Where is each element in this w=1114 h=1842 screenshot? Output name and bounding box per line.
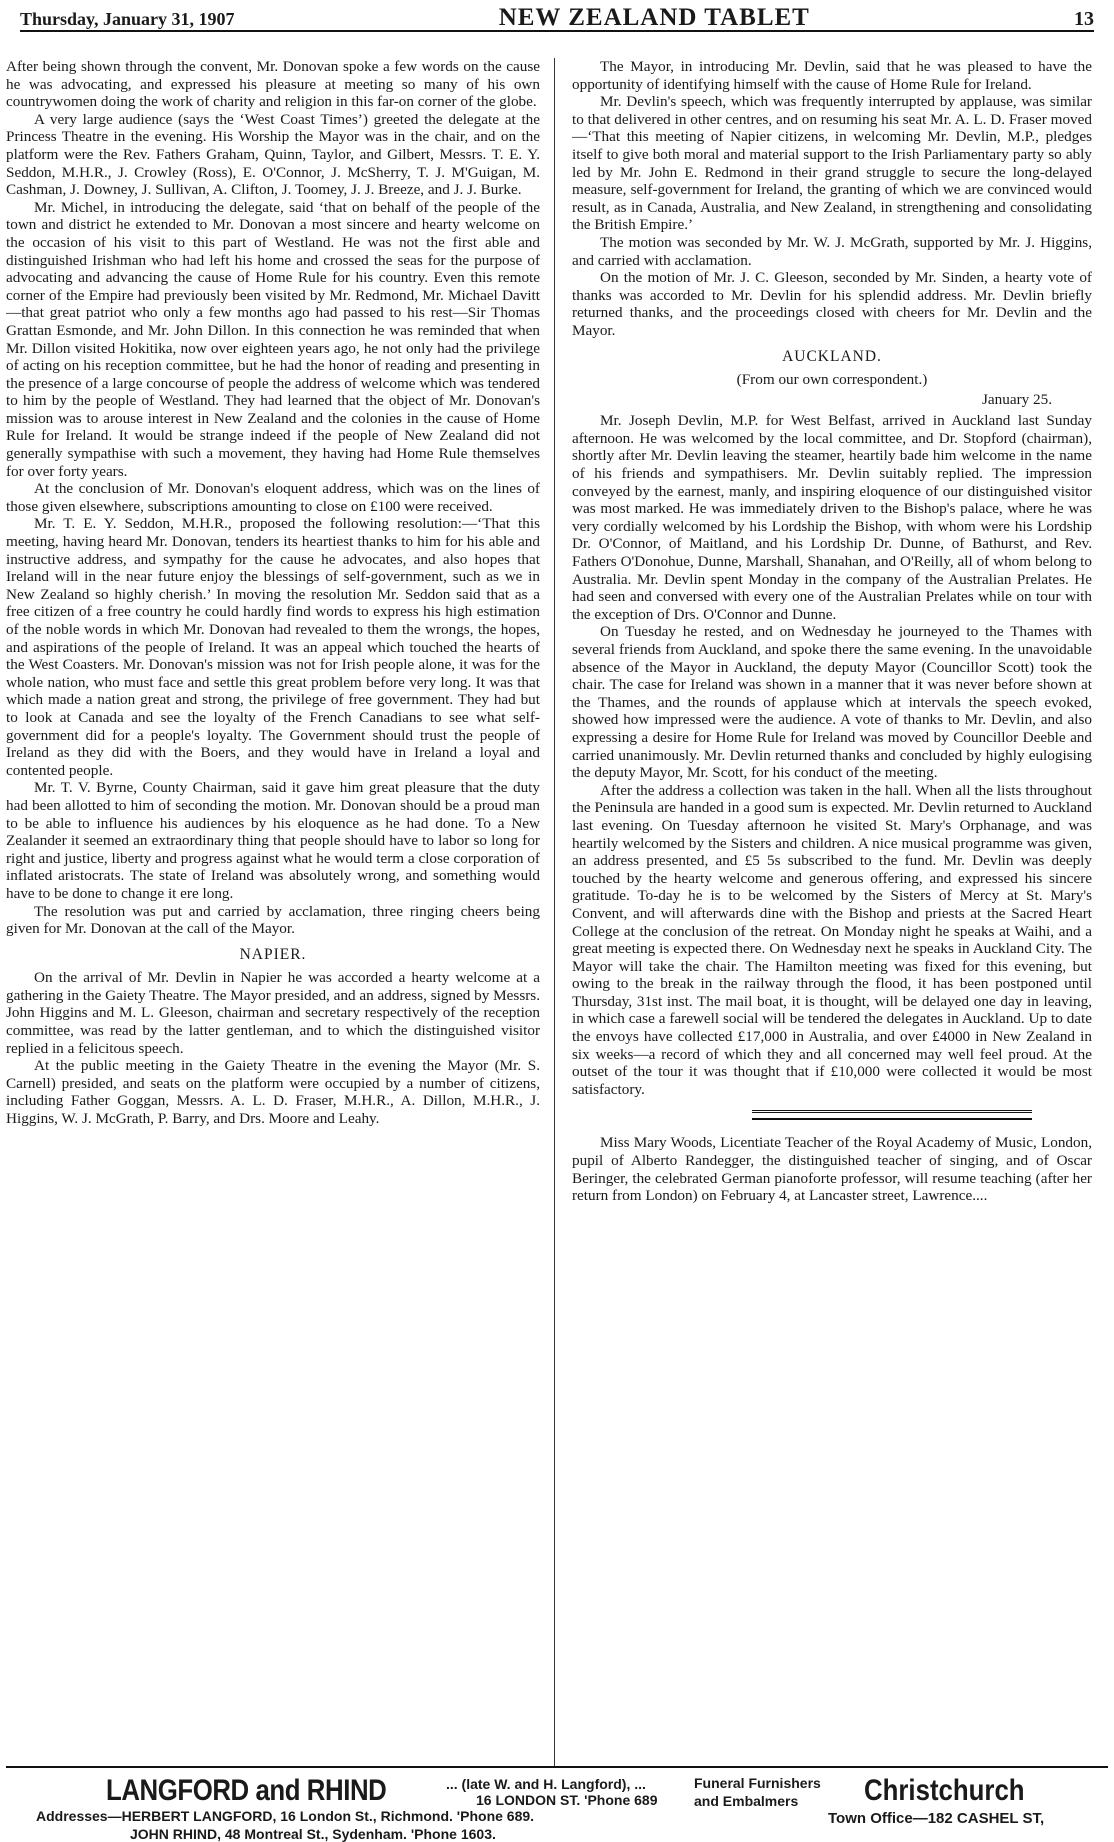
newspaper-title: NEW ZEALAND TABLET	[498, 4, 810, 31]
article-paragraph: On Tuesday he rested, and on Wednesday he journeyed to the Thames with several friends from Auckland, and spoke there the same evening. In the unavoidable absence of the Mayor in Auckland, the deputy Mayor (Councillor Scott) took the chair. The case for Ireland was shown in a manner that it was never before shown at the Thames, and the rounds of applause which at intervals the speech evoked, showed how impressed were the audience. A vote of thanks to Mr. Devlin, and also expressing a desire for Home Rule for Ireland was moved by Councillor Deeble and carried unanimously. Mr. Devlin returned thanks and concluded by highly eulogising the deputy Mayor, Mr. Scott, for his conduct of the meeting.	[572, 623, 1092, 782]
article-paragraph: After being shown through the convent, Mr. Donovan spoke a few words on the cause he was advocating, and expressed his pleasure at meeting so many of his own countrywomen doing the work of charity and religion in this far-on corner of the globe.	[6, 58, 540, 111]
ad-city: Christchurch	[864, 1774, 1025, 1807]
article-paragraph: At the conclusion of Mr. Donovan's eloquent address, which was on the lines of those given elsewhere, subscriptions amounting to close on £100 were received.	[6, 480, 540, 515]
article-paragraph: On the motion of Mr. J. C. Gleeson, seconded by Mr. Sinden, a hearty vote of thanks was accorded to Mr. Devlin for his splendid address. Mr. Devlin briefly returned thanks, and the proceedings closed with cheers for Mr. Devlin and the Mayor.	[572, 269, 1092, 339]
ad-services	[694, 1774, 821, 1810]
article-paragraph: The resolution was put and carried by acclamation, three ringing cheers being given for Mr. Donovan at the call of the Mayor.	[6, 902, 540, 938]
right-column	[572, 58, 1092, 1758]
ad-town-office: Town Office—182 CASHEL ST,	[828, 1810, 1045, 1827]
page-number: 13	[1073, 8, 1094, 30]
section-heading-napier: NAPIER.	[239, 945, 307, 963]
section-heading-auckland: AUCKLAND.	[782, 347, 882, 365]
ad-formerly: ... (late W. and H. Langford), ...	[446, 1776, 646, 1792]
column-divider	[554, 58, 555, 1766]
ad-address-line: Addresses—HERBERT LANGFORD, 16 London St., Richmond. 'Phone 689.	[36, 1808, 535, 1824]
issue-date: Thursday, January 31, 1907	[20, 9, 235, 29]
ad-service-line: and Embalmers	[694, 1793, 799, 1809]
footer-rule	[6, 1766, 1108, 1768]
article-paragraph: After the address a collection was taken in the hall. When all the lists throughout the Peninsula are handed in a good sum is expected. Mr. Devlin returned to Auckland last evening. On Tuesday afternoon he visited St. Mary's Orphanage, and was heartily welcomed by the Sisters and children. A nice musical programme was given, an address presented, and £5 5s subscribed to the fund. Mr. Devlin was deeply touched by the hearty welcome and generous offering, and expressed his sincere gratitude. To-day he is to be welcomed by the Sisters of Mercy at St. Mary's Convent, and will afterwards dine with the Bishop and priests at the Sacred Heart College at the conclusion of the retreat. On Monday night he speaks at Waihi, and a great meeting is expected there. On Wednesday next he speaks in Auckland City. The Mayor will take the chair. The Hamilton meeting was fixed for this evening, but owing to the break in the railway through the flood, it has been postponed until Thursday, 31st inst. The mail boat, it is thought, will be delayed one day in leaving, in which case a farewell social will be tendered the delegates in Auckland. Up to date the envoys have collected £17,000 in Australia, and over £4000 in New Zealand in six weeks—a record of which they and all concerned may well feel proud. At the outset of the tour it was thought that if £10,000 were collected it would be most satisfactory.	[572, 781, 1092, 1098]
article-paragraph: A very large audience (says the ‘West Coast Times’) greeted the delegate at the Princess Theatre in the evening. His Worship the Mayor was in the chair, and on the platform were the Rev. Fathers Graham, Quinn, Taylor, and Gilbert, Messrs. T. E. Y. Seddon, M.H.R., J. Crowley (Ross), E. O'Connor, J. McSherry, T. J. M'Guigan, M. Cashman, J. Downey, J. Sullivan, A. Clifton, J. Toomey, J. J. Breeze, and J. J. Burke.	[6, 110, 540, 199]
article-paragraph: Mr. Michel, in introducing the delegate, said ‘that on behalf of the people of the town and district he extended to Mr. Donovan a most sincere and hearty welcome on the occasion of his visit to this part of Westland. He was not the first able and distinguished Irishman who had left his home and crossed the seas for the purpose of advocating and advancing the cause of Home Rule for his country. Even this remote corner of the Empire had previously been visited by Mr. Redmond, Mr. Michael Davitt—that great patriot who only a few months ago had passed to his rest—Sir Thomas Grattan Esmonde, and Mr. John Dillon. In this connection he was reminded that when Mr. Dillon visited Hokitika, now over eighteen years ago, he not only had the privilege of acting on his reception committee, but he had the honor of reading and presenting in the presence of a large concourse of people the address of welcome which was tendered to him by the people of Westland. They had learned that the object of Mr. Donovan's mission was to arouse interest in New Zealand and the colonies in the cause of Home Rule for Ireland. It would be strange indeed if the people of New Zealand did not generally sympathise with such a movement, they having had Home Rule themselves for over forty years.	[6, 198, 540, 480]
article-paragraph: Mr. Joseph Devlin, M.P. for West Belfast, arrived in Auckland last Sunday afternoon. He was welcomed by the local committee, and Dr. Stopford (chairman), shortly after Mr. Devlin leaving the steamer, heartily bade him welcome in the name of his friends and sympathisers. Mr. Devlin suitably replied. The impression conveyed by the earnest, manly, and inspiring eloquence of our distinguished visitor was most marked. He was immediately driven to the Bishop's palace, where he was very cordially welcomed by his Lordship the Bishop, with whom were his Lordship Dr. O'Connor, of Maitland, and his Lordship Dr. Dunne, of Bathurst, and Rev. Fathers O'Donohue, Dunne, Marshall, Shanahan, and O'Reilly, all of whom belong to Australia. Mr. Devlin spent Monday in the company of the Australian Prelates. He had seen and conversed with every one of the Australian Prelates while on tour with the exception of Drs. O'Connor and Dunne.	[572, 412, 1092, 623]
ad-london-address: 16 LONDON ST. 'Phone 689	[476, 1792, 658, 1808]
article-paragraph: Mr. Devlin's speech, which was frequently interrupted by applause, was similar to that delivered in other centres, and on resuming his seat Mr. A. L. D. Fraser moved—‘That this meeting of Napier citizens, in welcoming Mr. Devlin, M.P., pledges itself to give both moral and material support to the Irish Parliamentary party so ably led by Mr. John E. Redmond in their grand struggle to secure the long-delayed measure, self-government for Ireland, the granting of which we are convinced would result, as in Canada, Australia, and New Zealand, in strengthening and consolidating the British Empire.’	[572, 93, 1092, 234]
advertisement-banner	[6, 1770, 1108, 1842]
article-paragraph: Mr. T. E. Y. Seddon, M.H.R., proposed the following resolution:—‘That this meeting, having heard Mr. Donovan, tenders its heartiest thanks to him for his able and instructive address, and sympathy for the cause he advocates, and also hopes that Ireland will in the near future enjoy the blessings of self-government, such as we in New Zealand so highly cherish.’ In moving the resolution Mr. Seddon said that as a free citizen of a free country he could hardly find words to express his high estimation of the noble words in which Mr. Donovan had revealed to them the wrongs, the hopes, and aspirations of the people of Ireland. It was an appeal which touched the hearts of the West Coasters. Mr. Donovan's mission was not for Irish people alone, it was for the whole nation, who must face and settle this great problem before very long. It was that which made a nation great and strong, the privilege of free government. They had but to look at Canada and see the loyalty of the French Canadians to see what self-government did for a people's loyalty. The Government should trust the people of Ireland as they did with the Boers, and they would have in Ireland a loyal and contented people.	[6, 515, 540, 779]
masthead	[20, 4, 1094, 32]
dateline: January 25.	[981, 390, 1052, 408]
left-column	[6, 58, 540, 1758]
section-divider	[752, 1110, 1032, 1120]
article-paragraph: The motion was seconded by Mr. W. J. McGrath, supported by Mr. J. Higgins, and carried with acclamation.	[572, 233, 1092, 269]
article-paragraph: The Mayor, in introducing Mr. Devlin, said that he was pleased to have the opportunity of identifying himself with the cause of Home Rule for Ireland.	[572, 58, 1092, 93]
ad-service-line: Funeral Furnishers	[694, 1775, 821, 1791]
ad-firm-name: LANGFORD and RHIND	[106, 1774, 387, 1807]
correspondent-note: (From our own correspondent.)	[736, 371, 928, 389]
article-paragraph: On the arrival of Mr. Devlin in Napier he was accorded a hearty welcome at a gathering in the Gaiety Theatre. The Mayor presided, and an address, signed by Messrs. John Higgins and M. L. Gleeson, chairman and secretary respectively of the reception committee, was read by the latter gentleman, and to which the distinguished visitor replied in a felicitous speech.	[6, 969, 540, 1057]
music-teacher-notice: Miss Mary Woods, Licentiate Teacher of the Royal Academy of Music, London, pupil of Alberto Randegger, the distinguished teacher of singing, and of Oscar Beringer, the celebrated German pianoforte professor, will resume teaching (after her return from London) on February 4, at Lancaster street, Lawrence....	[572, 1134, 1092, 1205]
ad-address-line: JOHN RHIND, 48 Montreal St., Sydenham. 'Phone 1603.	[130, 1826, 496, 1842]
article-paragraph: At the public meeting in the Gaiety Theatre in the evening the Mayor (Mr. S. Carnell) presided, and seats on the platform were occupied by a number of citizens, including Father Goggan, Messrs. A. L. D. Fraser, M.H.R., A. Dillon, M.H.R., J. Higgins, W. J. McGrath, P. Barry, and Drs. Moore and Leahy.	[6, 1057, 540, 1128]
article-paragraph: Mr. T. V. Byrne, County Chairman, said it gave him great pleasure that the duty had been allotted to him of seconding the motion. Mr. Donovan should be a proud man to be able to influence his audiences by his eloquence as he had done. To a New Zealander it seemed an extraordinary thing that people should have to labor so long for right and justice, liberty and progress against what he would term a close corporation of inflated aristocrats. The state of Ireland was absolutely wrong, and something would have to be done to change it ere long.	[6, 779, 540, 902]
